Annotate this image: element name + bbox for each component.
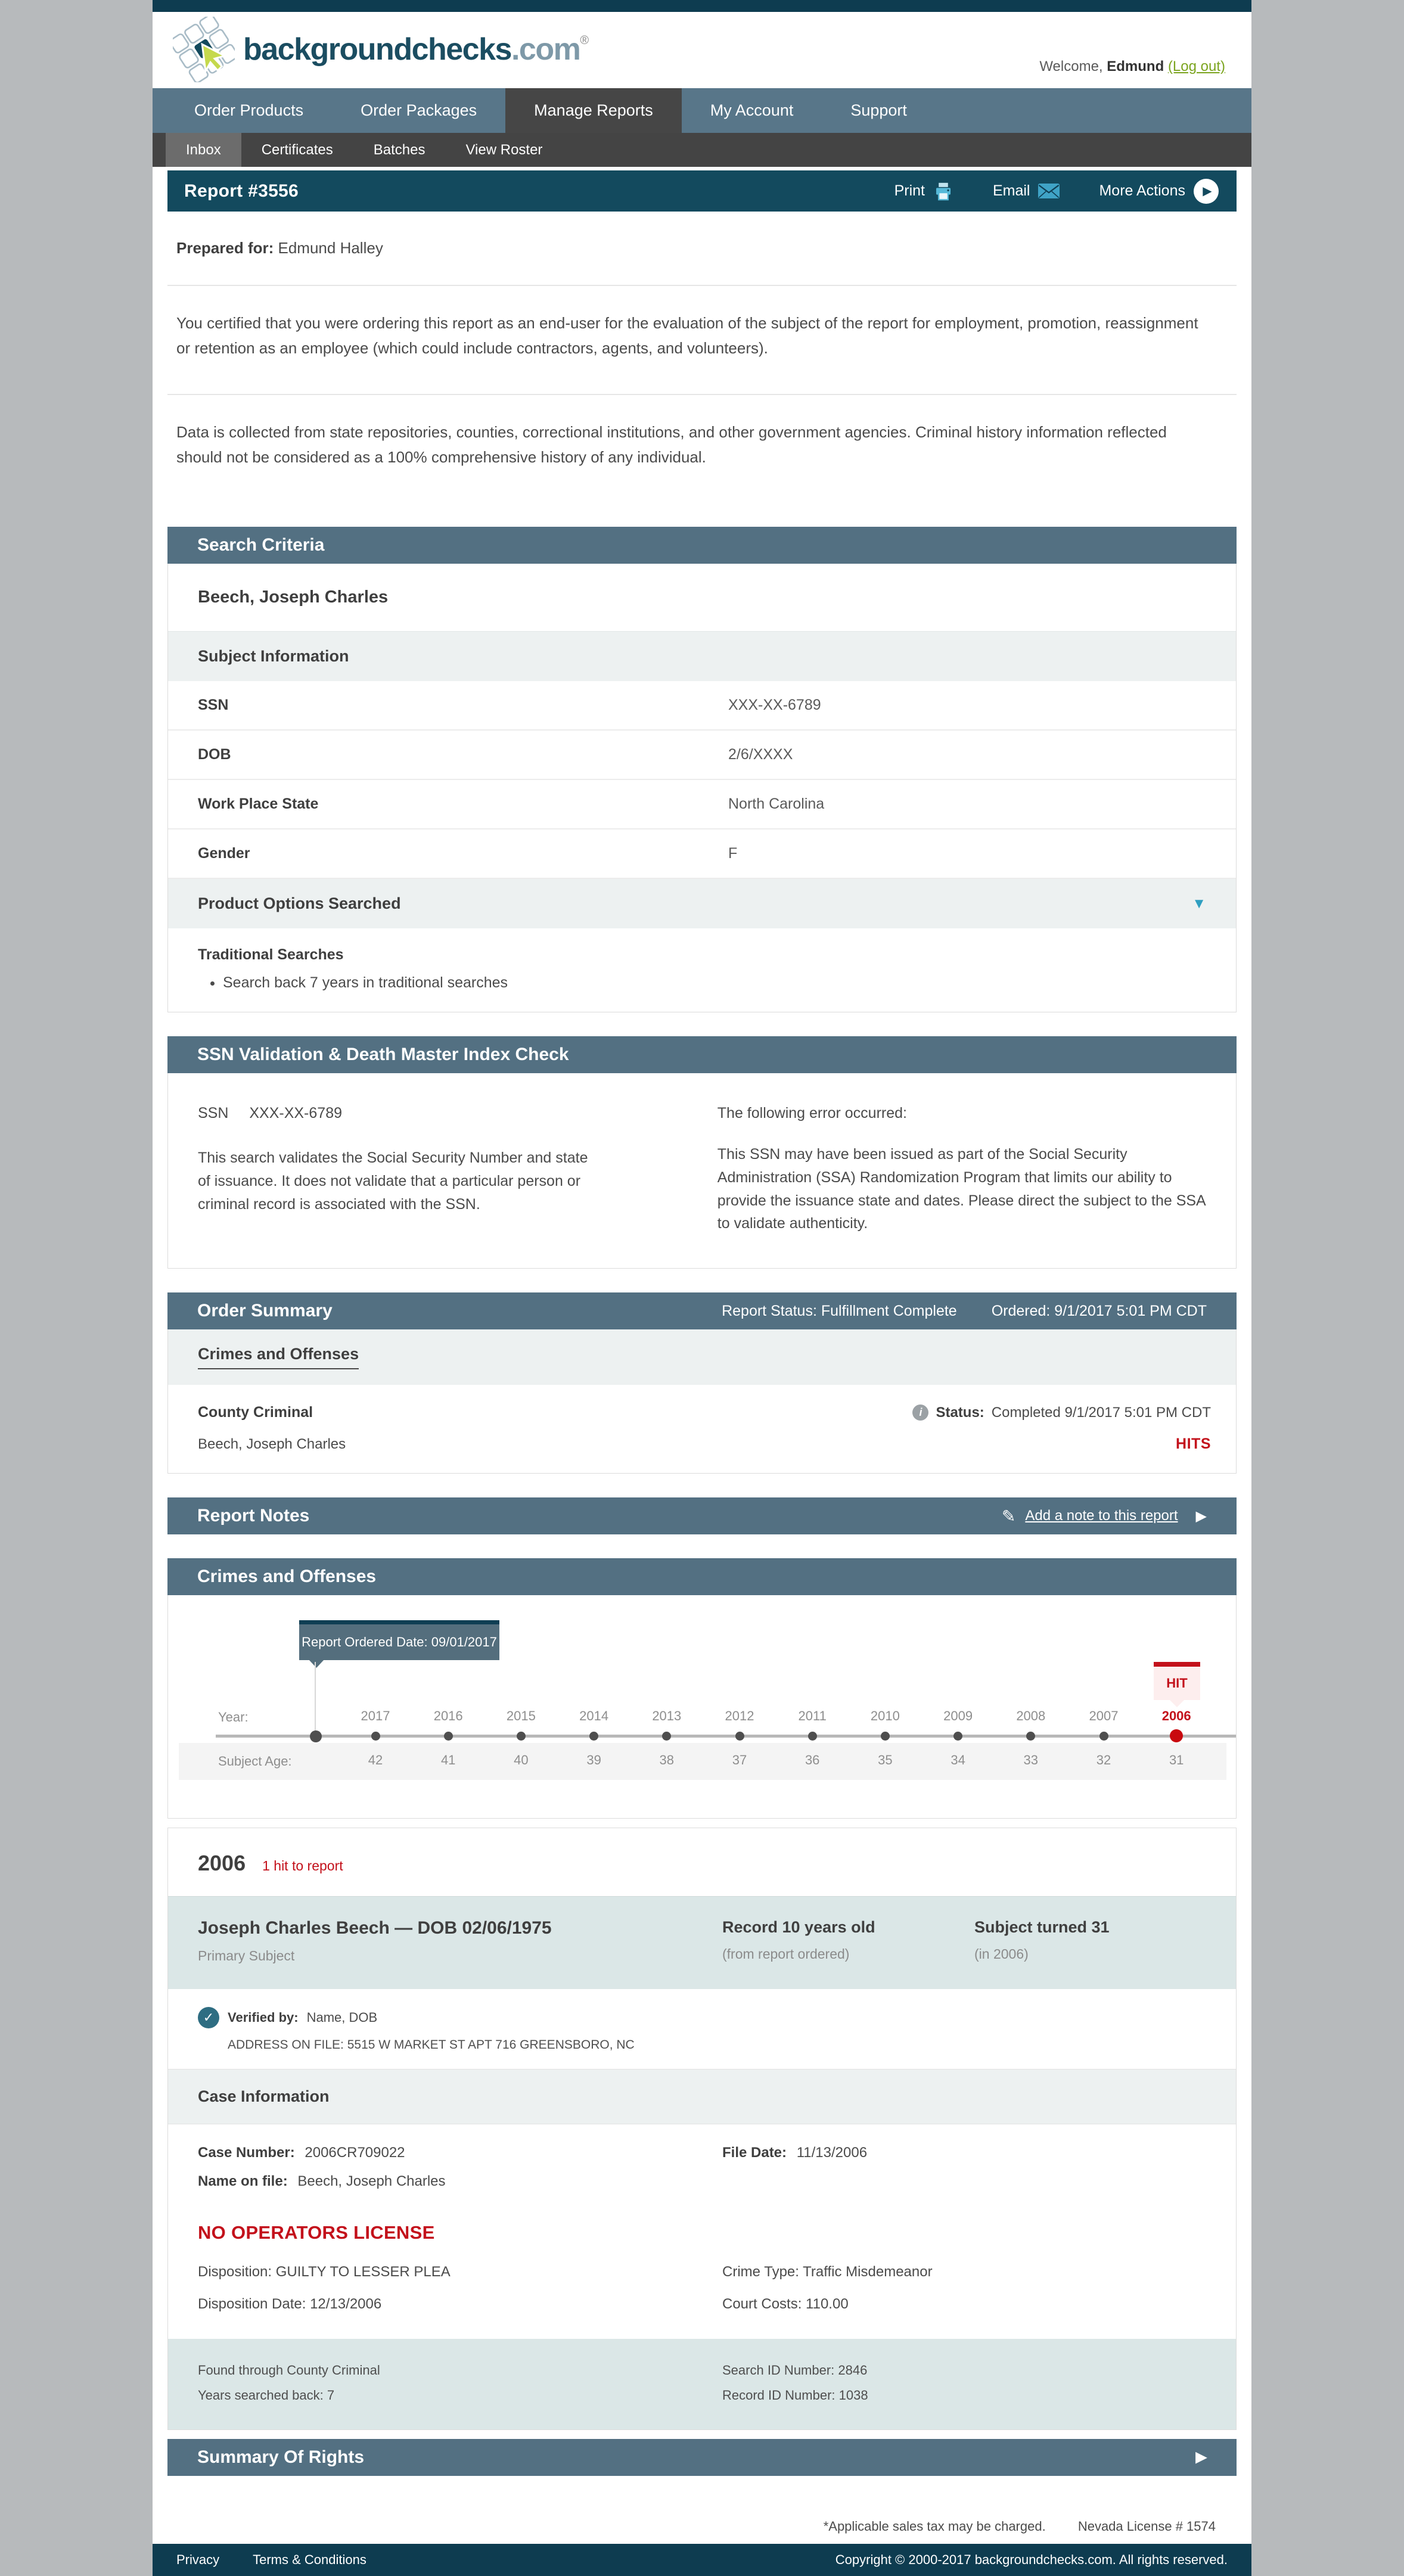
copyright-text: Copyright © 2000-2017 backgroundchecks.com. All rights reserved. (835, 2552, 1228, 2567)
status-value: Completed 9/1/2017 5:01 PM CDT (991, 1404, 1211, 1421)
timeline-age-label: 31 (1169, 1752, 1184, 1768)
timeline-age-label: 32 (1096, 1752, 1111, 1768)
timeline-year-dot (881, 1732, 890, 1741)
offense-title: NO OPERATORS LICENSE (198, 2222, 435, 2243)
nav-item-my-account[interactable]: My Account (710, 101, 794, 119)
search-criteria-title: Search Criteria (197, 535, 325, 555)
ssn-line (198, 1102, 592, 1125)
info-icon[interactable]: i (912, 1404, 928, 1421)
table-row (168, 731, 1236, 780)
row-value: F (728, 845, 738, 862)
timeline-age-label: 37 (732, 1752, 747, 1768)
summary-of-rights-section (167, 2439, 1237, 2476)
timeline-age-label: 41 (440, 1752, 456, 1768)
pencil-icon: ✎ (1001, 1506, 1016, 1525)
envelope-icon (1038, 184, 1060, 198)
timeline-age-label: 42 (368, 1752, 383, 1768)
row-label: DOB (198, 746, 231, 763)
hit-subject-band (168, 1896, 1236, 1989)
disposition: Disposition: GUILTY TO LESSER PLEA (198, 2264, 451, 2280)
timeline-year-dot (735, 1732, 744, 1741)
sales-tax-note: *Applicable sales tax may be charged. (823, 2518, 1046, 2534)
timeline-year-dot (953, 1732, 962, 1741)
traditional-search-bullet: • Search back 7 years in traditional searches (223, 974, 1236, 992)
report-action-bar (167, 170, 1237, 212)
address-on-file: ADDRESS ON FILE: 5515 W MARKET ST APT 716 GREENSBORO, NC (228, 2038, 635, 2052)
page-column (153, 0, 1251, 2576)
timeline-year-dot (1026, 1732, 1035, 1741)
ssn-label: SSN (198, 1105, 229, 1122)
case-number-value: 2006CR709022 (305, 2145, 405, 2161)
hit-year: 2006 (198, 1851, 246, 1876)
print-label: Print (894, 182, 925, 199)
record-id-number: Record ID Number: 1038 (722, 2387, 868, 2403)
hit-count-note: 1 hit to report (262, 1858, 343, 1874)
name-on-file-value: Beech, Joseph Charles (297, 2173, 446, 2190)
timeline-ordered-marker-line (315, 1662, 316, 1735)
subject-turned: Subject turned 31 (974, 1918, 1110, 1937)
crimes-offenses-header (167, 1558, 1237, 1595)
logo-tiles-icon (173, 17, 235, 82)
order-summary-header (167, 1292, 1237, 1329)
subject-turned-note: (in 2006) (974, 1946, 1029, 1962)
ssn-value: XXX-XX-6789 (249, 1105, 342, 1122)
case-information-title: Case Information (198, 2087, 330, 2106)
timeline-age-label: 36 (804, 1752, 820, 1768)
report-intro (153, 212, 1251, 267)
subnav-item-batches[interactable]: Batches (373, 142, 425, 158)
years-searched-back: Years searched back: 7 (198, 2387, 335, 2403)
divider (167, 394, 1237, 395)
nav-item-manage-reports[interactable]: Manage Reports (505, 80, 682, 133)
logout-link[interactable]: (Log out) (1167, 58, 1225, 74)
timeline-age-label: 35 (878, 1752, 893, 1768)
row-label: Work Place State (198, 796, 319, 813)
court-costs: Court Costs: 110.00 (722, 2296, 849, 2313)
logo-text-suffix: .com (511, 32, 580, 67)
status-label: Status: (936, 1404, 984, 1421)
subject-hits-row (168, 1426, 1236, 1473)
table-row (168, 780, 1236, 829)
timeline-year-label: 2009 (943, 1708, 973, 1724)
expand-arrow-icon[interactable]: ▶ (1195, 2449, 1207, 2466)
timeline-year-label: 2017 (361, 1708, 390, 1724)
case-number-label: Case Number: (198, 2145, 295, 2161)
expand-arrow-icon[interactable]: ▶ (1195, 1508, 1207, 1524)
disposition-date-row (168, 2280, 1236, 2339)
nav-item-order-packages[interactable]: Order Packages (361, 101, 477, 119)
timeline-year-dot (444, 1732, 453, 1741)
row-value: XXX-XX-6789 (728, 697, 821, 714)
subnav-item-certificates[interactable]: Certificates (261, 142, 333, 158)
timeline-year-label: 2012 (725, 1708, 754, 1724)
nav-item-order-products[interactable]: Order Products (194, 101, 304, 119)
traditional-searches-title: Traditional Searches (198, 946, 344, 964)
subject-name: Beech, Joseph Charles (198, 1435, 346, 1452)
verified-value: Name, DOB (306, 2010, 378, 2025)
crime-type: Crime Type: Traffic Misdemeanor (722, 2264, 933, 2280)
county-criminal-row (168, 1385, 1236, 1426)
crimes-offenses-band (168, 1329, 1236, 1385)
row-label: SSN (198, 697, 229, 714)
file-date-value: 11/13/2006 (796, 2145, 868, 2161)
add-note-control[interactable] (1002, 1506, 1207, 1526)
chevron-down-icon[interactable]: ▼ (1192, 895, 1206, 912)
timeline-hit-year-label: 2006 (1161, 1708, 1191, 1724)
timeline-year-label: 2013 (652, 1708, 682, 1724)
welcome-text (1039, 58, 1225, 75)
product-options-band[interactable] (168, 879, 1236, 928)
timeline-year-dot (517, 1732, 526, 1741)
prepared-for-line (176, 239, 1228, 257)
report-ordered-tooltip: Report Ordered Date: 09/01/2017 (299, 1620, 499, 1660)
ssn-validation-section (167, 1036, 1237, 1269)
hits-badge[interactable]: HITS (1176, 1435, 1211, 1453)
report-title: Report #3556 (184, 181, 299, 201)
case-number-row (168, 2124, 1236, 2165)
timeline-year-label: 2016 (433, 1708, 463, 1724)
site-logo[interactable] (173, 17, 589, 82)
divider (167, 285, 1237, 286)
user-name: Edmund (1107, 58, 1164, 74)
subject-information-title: Subject Information (198, 647, 349, 666)
order-summary-section (167, 1292, 1237, 1474)
site-header (153, 12, 1251, 88)
email-label: Email (992, 182, 1030, 199)
timeline-year-label: 2010 (870, 1708, 900, 1724)
data-disclaimer-paragraph: Data is collected from state repositories, counties, correctional institutions, and other government agencies. Criminal history information reflected should not be considered as a 100% comprehensive history of any individual. (176, 423, 1167, 466)
subnav-item-inbox[interactable]: Inbox (166, 133, 241, 167)
report-notes-title: Report Notes (197, 1506, 310, 1526)
more-actions-button[interactable] (1099, 179, 1219, 204)
timeline-axis (216, 1735, 1236, 1738)
timeline-year-label: 2007 (1089, 1708, 1119, 1724)
record-age: Record 10 years old (722, 1918, 875, 1937)
subject-information-band (168, 632, 1236, 681)
ssn-validation-title: SSN Validation & Death Master Index Check (197, 1045, 569, 1065)
ordered-timestamp: Ordered: 9/1/2017 5:01 PM CDT (991, 1302, 1207, 1319)
timeline-year-label: 2015 (506, 1708, 536, 1724)
hit-year-heading (168, 1828, 1236, 1896)
more-actions-label: More Actions (1099, 182, 1185, 199)
timeline-year-dot (808, 1732, 817, 1741)
certification-paragraph: You certified that you were ordering this report as an end-user for the evaluation of the subject of the report for employment, promotion, reassignment or retention as an employee (which could include contractors, agents, and volunteers). (176, 314, 1198, 357)
timeline-year-label: 2011 (798, 1708, 827, 1724)
nevada-license: Nevada License # 1574 (1077, 2518, 1216, 2534)
crimes-offenses-section (167, 1558, 1237, 1819)
timeline-age-label: 39 (586, 1752, 601, 1768)
ssn-error-text: This SSN may have been issued as part of the Social Security Administration (SSA) Randomization Program that limits our ability to provide the issuance state and dates. Please direct the subject to the SSA to validate authenticity. (717, 1146, 1206, 1232)
product-name: County Criminal (198, 1404, 313, 1421)
logo-registered-mark: ® (580, 34, 589, 47)
crimes-offenses-title: Crimes and Offenses (197, 1567, 377, 1587)
logo-text-main: backgroundchecks (243, 32, 511, 67)
terms-link[interactable]: Terms & Conditions (253, 2552, 366, 2567)
hit-subject-role: Primary Subject (198, 1948, 295, 1964)
nav-item-support[interactable]: Support (850, 101, 907, 119)
timeline-ordered-dot (310, 1730, 322, 1742)
found-through: Found through County Criminal (198, 2363, 380, 2378)
order-summary-title: Order Summary (197, 1301, 333, 1321)
report-notes-bar (167, 1497, 1237, 1534)
verified-row (168, 1989, 1236, 2069)
ssn-validation-description: This search validates the Social Security Number and state of issuance. It does not validate that a particular person or criminal record is associated with the SSN. (198, 1149, 588, 1213)
ssn-error-title: The following error occurred: (717, 1105, 907, 1122)
print-button[interactable] (894, 181, 953, 201)
add-note-link[interactable]: Add a note to this report (1025, 1508, 1178, 1524)
bottom-notes (167, 2519, 1237, 2534)
email-button[interactable] (993, 182, 1060, 200)
search-criteria-header (167, 527, 1237, 564)
subnav-item-view-roster[interactable]: View Roster (465, 142, 543, 158)
disposition-date: Disposition Date: 12/13/2006 (198, 2296, 382, 2313)
timeline-age-caption: Subject Age: (218, 1754, 292, 1769)
timeline-year-dot (1099, 1732, 1108, 1741)
disposition-row (168, 2248, 1236, 2280)
prepared-for-label: Prepared for: (176, 239, 274, 257)
report-status-text: Report Status: Fulfillment Complete (722, 1302, 957, 1319)
row-value: 2/6/XXXX (728, 746, 793, 763)
timeline-age-label: 33 (1023, 1752, 1039, 1768)
timeline-year-dot (662, 1732, 671, 1741)
timeline-canvas (167, 1595, 1237, 1819)
top-accent-bar (153, 0, 1251, 12)
table-row (168, 681, 1236, 731)
name-on-file-row (168, 2165, 1236, 2208)
timeline-age-label: 34 (951, 1752, 965, 1768)
timeline-year-label: 2008 (1016, 1708, 1046, 1724)
more-actions-arrow-icon: ▶ (1194, 179, 1219, 204)
file-date-label: File Date: (722, 2145, 787, 2161)
row-value: North Carolina (728, 796, 825, 813)
welcome-prefix: Welcome, (1039, 58, 1103, 74)
search-id-number: Search ID Number: 2846 (722, 2363, 868, 2378)
case-information-band (168, 2069, 1236, 2124)
crimes-offenses-link[interactable]: Crimes and Offenses (198, 1345, 359, 1369)
timeline-age-label: 38 (659, 1752, 675, 1768)
sub-nav (153, 133, 1251, 167)
timeline-year-label: 2014 (579, 1708, 609, 1724)
table-row (168, 829, 1236, 879)
main-nav (153, 88, 1251, 133)
record-age-note: (from report ordered) (722, 1946, 850, 1962)
timeline-year-dot (589, 1732, 598, 1741)
product-options-title: Product Options Searched (198, 894, 401, 913)
hit-subject-name: Joseph Charles Beech — DOB 02/06/1975 (198, 1918, 552, 1938)
row-label: Gender (198, 845, 250, 862)
hit-flag[interactable]: HIT (1154, 1662, 1200, 1700)
ssn-validation-header (167, 1036, 1237, 1073)
name-on-file-label: Name on file: (198, 2173, 288, 2190)
report-notes-section (167, 1497, 1237, 1534)
summary-of-rights-title: Summary Of Rights (197, 2447, 365, 2467)
timeline-year-dot (371, 1732, 380, 1741)
hit-detail-section (167, 1828, 1237, 2430)
search-criteria-section (167, 527, 1237, 1012)
timeline-age-label: 40 (514, 1752, 529, 1768)
summary-of-rights-bar[interactable] (167, 2439, 1237, 2476)
report-actions (894, 179, 1219, 204)
prepared-for-name: Edmund Halley (278, 239, 383, 257)
subject-name-row: Beech, Joseph Charles (168, 564, 1236, 632)
verified-label: Verified by: (228, 2010, 299, 2025)
timeline-year-caption: Year: (218, 1710, 249, 1725)
record-source-band (168, 2339, 1236, 2429)
check-icon: ✓ (198, 2007, 219, 2028)
privacy-link[interactable]: Privacy (176, 2552, 220, 2567)
printer-icon (933, 181, 953, 201)
timeline-hit-dot[interactable] (1170, 1729, 1183, 1742)
site-footer (153, 2544, 1251, 2576)
